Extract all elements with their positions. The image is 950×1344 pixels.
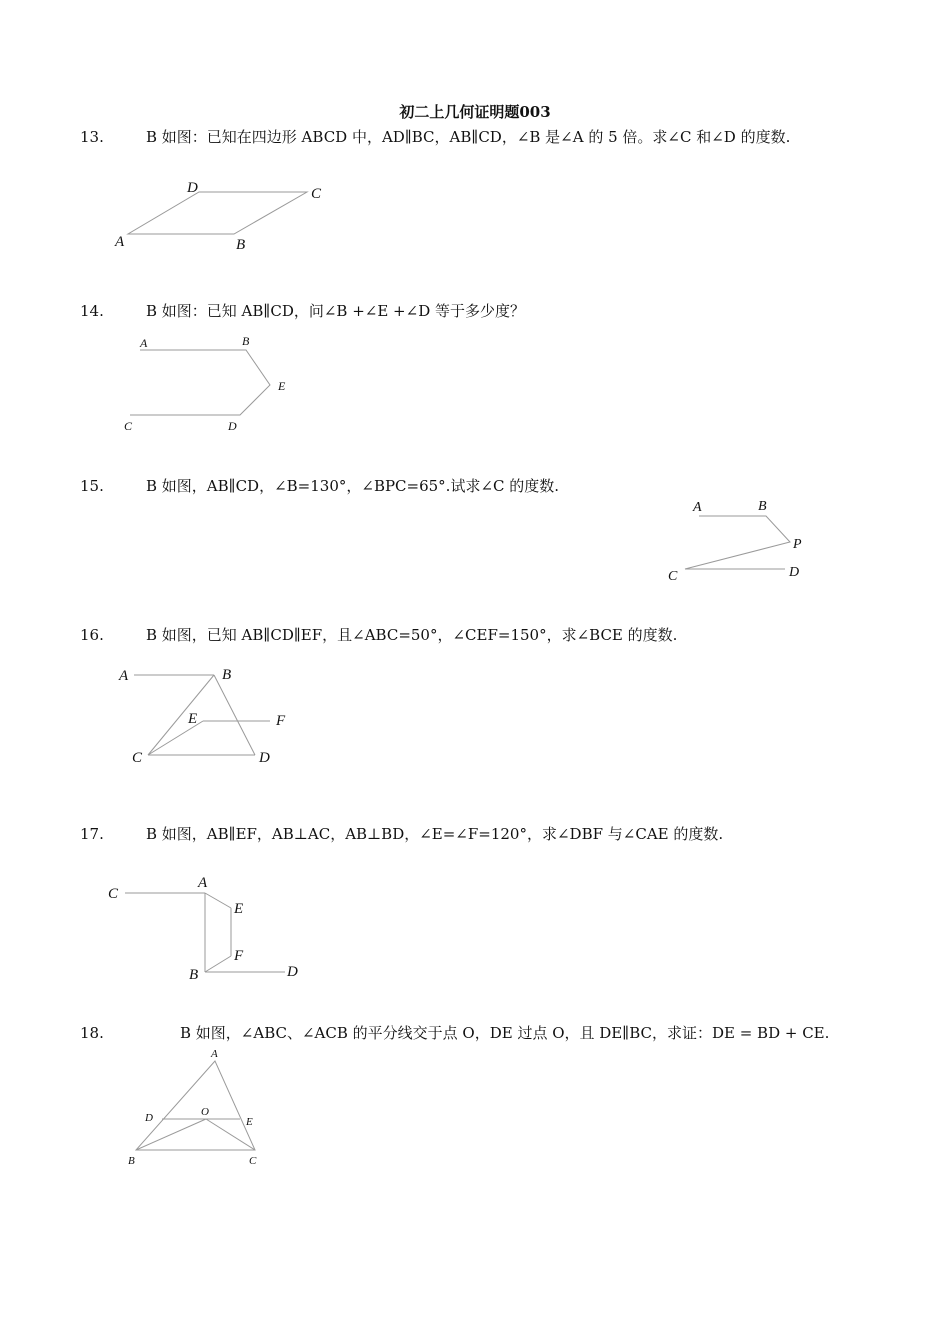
- figure-16: [110, 660, 300, 775]
- label-a: A: [211, 1048, 218, 1060]
- figure-17: [100, 870, 310, 990]
- label-d: D: [228, 419, 237, 433]
- triangle-abc: [136, 1061, 255, 1150]
- segment-ae: [205, 893, 231, 908]
- polyline-abpcd: [685, 516, 790, 569]
- problem-13: [80, 127, 790, 147]
- problem-17: [80, 824, 723, 844]
- label-c: C: [124, 419, 133, 433]
- label-c: C: [108, 886, 119, 902]
- polyline-abedc: [130, 350, 270, 415]
- label-b: B: [242, 334, 250, 348]
- problem-number: 13.: [80, 128, 104, 146]
- label-f: F: [234, 948, 244, 964]
- segment-bd: [214, 675, 255, 755]
- problem-text: B 如图：已知在四边形 ABCD 中，AD∥BC，AB∥CD，∠B 是∠A 的 5 倍。求∠C 和∠D 的度数.: [146, 128, 791, 146]
- label-b: B: [222, 667, 232, 683]
- problem-number: 17.: [80, 825, 104, 843]
- problem-15: [80, 476, 559, 496]
- figure-15: [660, 490, 820, 590]
- label-a: A: [115, 234, 125, 250]
- label-e: E: [246, 1116, 253, 1128]
- problem-14: [80, 301, 525, 321]
- label-b: B: [189, 967, 199, 983]
- label-a: A: [140, 336, 148, 350]
- label-b: B: [128, 1155, 135, 1167]
- label-d: D: [789, 565, 800, 580]
- label-a: A: [693, 500, 702, 515]
- problem-text: B 如图：已知 AB∥CD，问∠B +∠E +∠D 等于多少度？: [146, 302, 525, 320]
- label-e: E: [234, 901, 244, 917]
- label-o: O: [201, 1106, 209, 1118]
- figure-18: [120, 1045, 280, 1175]
- segment-bc: [148, 675, 214, 755]
- label-p: P: [793, 537, 802, 552]
- figure-13-parallelogram: [105, 175, 335, 255]
- problem-number: 16.: [80, 626, 104, 644]
- label-d: D: [287, 964, 298, 980]
- label-e: E: [278, 379, 286, 393]
- label-c: C: [311, 186, 322, 202]
- page-title: 初二上几何证明题003: [399, 103, 551, 121]
- label-d: D: [259, 750, 270, 766]
- label-e: E: [188, 711, 198, 727]
- problem-number: 14.: [80, 302, 104, 320]
- label-d: D: [145, 1112, 153, 1124]
- label-b: B: [758, 499, 767, 514]
- problem-text: B 如图，已知 AB∥CD∥EF，且∠ABC=50°，∠CEF=150°，求∠BCE 的度数.: [146, 626, 678, 644]
- parallelogram-abcd: [128, 192, 307, 234]
- label-a: A: [198, 875, 208, 891]
- figure-14: [120, 330, 300, 440]
- label-c: C: [668, 569, 678, 584]
- problem-18: [80, 1023, 829, 1043]
- label-a: A: [119, 668, 129, 684]
- label-d: D: [187, 180, 198, 196]
- label-b: B: [236, 237, 246, 253]
- label-c: C: [249, 1155, 257, 1167]
- problem-text: B 如图，AB∥CD，∠B=130°，∠BPC=65°.试求∠C 的度数.: [146, 477, 560, 495]
- problem-number: 15.: [80, 477, 104, 495]
- problem-16: [80, 625, 677, 645]
- label-c: C: [132, 750, 143, 766]
- segment-fb: [205, 956, 231, 972]
- problem-text: B 如图，AB∥EF，AB⊥AC，AB⊥BD，∠E=∠F=120°，求∠DBF 与∠CAE 的度数.: [146, 825, 724, 843]
- problem-text: B 如图，∠ABC、∠ACB 的平分线交于点 O，DE 过点 O，且 DE∥BC，求证：DE = BD + CE.: [180, 1024, 830, 1042]
- label-f: F: [276, 713, 286, 729]
- problem-number: 18.: [80, 1024, 104, 1042]
